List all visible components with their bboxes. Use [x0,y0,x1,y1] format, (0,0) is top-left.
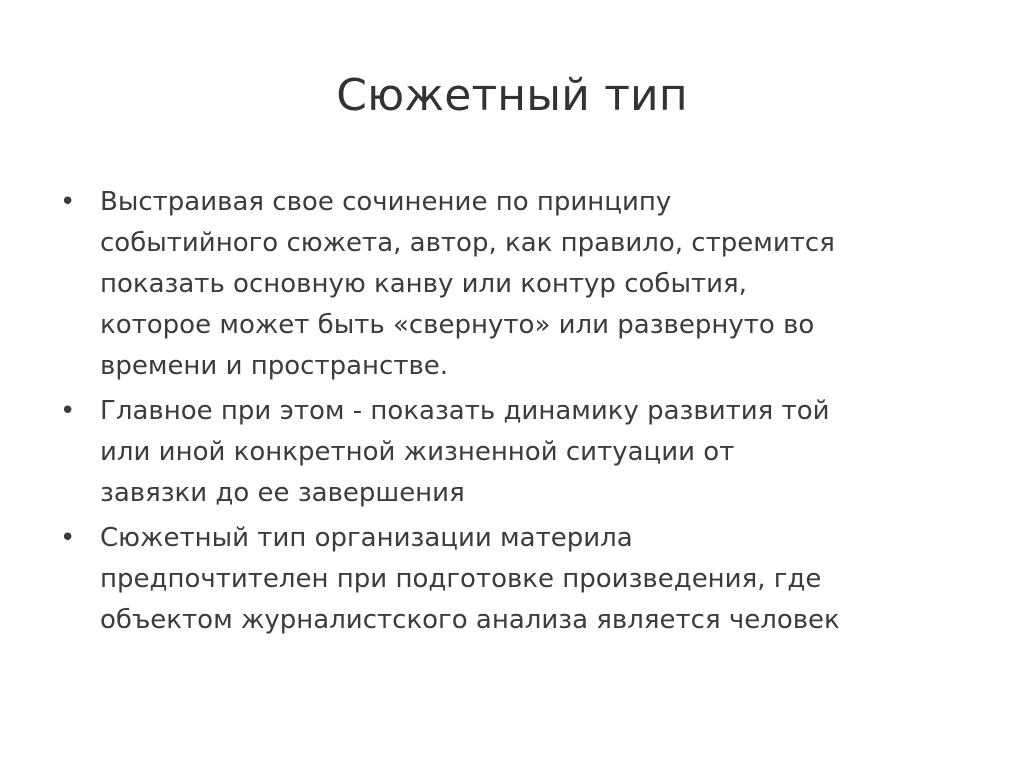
bullet-item [58,391,988,514]
bullet-dot-icon: • [60,523,76,553]
bullet-text-line: показать основную канву или контур события, [100,269,747,299]
bullet-text-line: Выстраивая свое сочинение по принципу [100,187,672,217]
bullet-item [58,518,988,641]
bullet-text-line: Сюжетный тип организации материла [100,523,633,553]
bullet-text-line: завязки до ее завершения [100,478,465,508]
slide-title: Сюжетный тип [336,70,688,121]
bullet-text-line: предпочтителен при подготовке произведения, где [100,564,822,594]
bullet-list [58,182,988,645]
bullet-text-line: Главное при этом - показать динамику развития той [100,396,830,426]
bullet-text-line: времени и пространстве. [100,351,449,381]
bullet-dot-icon: • [60,396,76,426]
bullet-dot-icon: • [60,187,76,217]
bullet-text-line: событийного сюжета, автор, как правило, стремится [100,228,835,258]
bullet-item [58,182,988,387]
bullet-text-line: или иной конкретной жизненной ситуации от [100,437,735,467]
bullet-text-line: объектом журналистского анализа является человек [100,605,840,635]
bullet-text-line: которое может быть «свернуто» или развернуто во [100,310,815,340]
